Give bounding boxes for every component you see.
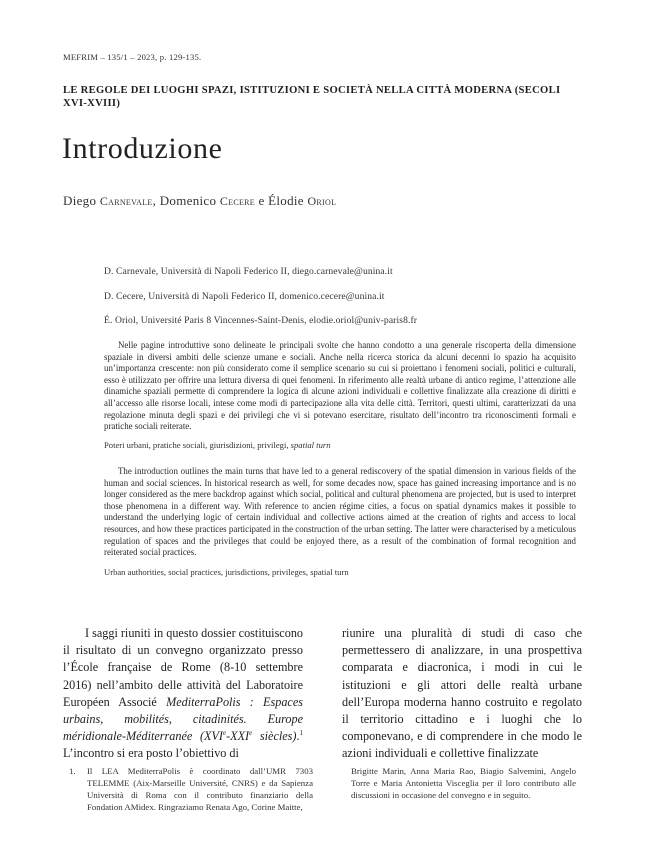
body-italic: MediterraPolis : Espaces urbains, mobilités, citadinités. Europe méridionale-Méditerranée (XVI (63, 694, 303, 744)
author-3-last: Oriol (307, 194, 337, 208)
abstract-italian-text: Nelle pagine introduttive sono delineate le principali svolte che hanno condotto a una generale riscoperta della dimensione spaziale in diversi ambiti delle scienze umane e sociali. Anche nella ricerca storica da alcuni decenni lo spazio ha acquisito un’importanza crescente: non più considerato come il semplice scenario su cui si proiettano i fenomeni sociali, politici e culturali, esso è utilizzato per offrire una lettura diversa di quei fenomeni. In riferimento alle realtà urbane di antico regime, l’attenzione alle dinamiche spaziali permette di comprendere la logica di alcune azioni individuali e collettive finalizzate alla creazione di diritti e all’accesso alle risorse locali, intese come modi di partecipazione alla vita delle città. Territori, questi ultimi, caratterizzati da una regolazione minuta degli spazi e dei privilegi che vi si potevano esercitare, risultato dell’incontro tra riconoscimenti formali e pratiche sociali reiterate. (104, 340, 576, 432)
body-text: . (296, 729, 300, 744)
footnote-text: Il LEA MediterraPolis è coordinato dall’UMR 7303 TELEMME (Aix-Marseille Université, CNRS) e da Sapienza Università di Roma con il contributo finanziario della Fondation AMidex. Ringraziamo Renata Ago, Corine Maitte, (87, 766, 313, 812)
affiliation-2: D. Cecere, Università di Napoli Federico II, domenico.cecere@unina.it (104, 291, 385, 302)
body-text: L’incontro si era posto l’obiettivo di (63, 746, 239, 761)
abstract-english (104, 466, 576, 559)
footnote-number: 1. (69, 766, 76, 776)
body-italic: -XXI (226, 729, 250, 744)
body-italic: siècles) (252, 729, 297, 744)
author-separator: e (254, 193, 269, 208)
running-header: MEFRIM – 135/1 – 2023, p. 129-135. (63, 52, 202, 62)
body-text: I saggi riuniti in questo dossier costituiscono il risultato di un convegno organizzato presso l’École française de Rome (8-10 settembre 2016) nell’ambito delle attività del Laboratoire Européen Associé (63, 626, 304, 709)
body-column-left (63, 625, 303, 763)
abstract-italian (104, 340, 576, 433)
article-title: Introduzione (62, 132, 223, 165)
keywords-english: Urban authorities, social practices, jurisdictions, privileges, spatial turn (104, 567, 349, 577)
author-separator: , (152, 193, 160, 208)
keywords-italian-italic: spatial turn (290, 440, 331, 450)
author-3-first: Élodie (268, 193, 308, 208)
body-column-right: riunire una pluralità di studi di caso che permettessero di analizzare, in una prospettiva comparata e diacronica, i modi in cui le istituzioni e gli attori delle realtà urbane dell’Europa moderna hanno costruito e regolato il territorio cittadino e i luoghi che lo componevano, e di comprendere in che modo le azioni individuali e collettive finalizzate (342, 626, 582, 761)
author-2-last: Cecere (219, 194, 255, 208)
keywords-italian (104, 440, 331, 450)
superscript: e (222, 729, 227, 738)
affiliation-3: É. Oriol, Université Paris 8 Vincennes-Saint-Denis, elodie.oriol@univ-paris8.fr (104, 315, 418, 326)
keywords-italian-text: Poteri urbani, pratiche sociali, giurisdizioni, privilegi, (104, 440, 291, 450)
author-1-last: Carnevale (99, 194, 153, 208)
authors-line (63, 193, 336, 209)
author-1-first: Diego (63, 193, 100, 208)
superscript: e (249, 729, 253, 738)
author-2-first: Domenico (159, 193, 220, 208)
section-title: LE REGOLE DEI LUOGHI SPAZI, ISTITUZIONI E SOCIETÀ NELLA CITTÀ MODERNA (SECOLI XVI-XVIII) (63, 85, 561, 109)
affiliation-1: D. Carnevale, Università di Napoli Federico II, diego.carnevale@unina.it (104, 266, 393, 277)
abstract-english-text: The introduction outlines the main turns that have led to a general rediscovery of the spatial dimension in various fields of the human and social sciences. In historical research as well, for some decades now, space has gained increasing importance and is no longer considered as the mere backdrop against which social, political and cultural phenomena are projected, but is used to interpret those phenomena in a different way. With reference to ancien régime cities, a focus on spatial dynamics makes it possible to understand the underlying logic of certain individual and collective actions aimed at the creation of rights and access to local resources, and how these practices participated in the construction of the urban setting. The latter were characterised by a meticulous regulation of spaces and the privileges that could be enjoyed there, as a result of the combination of formal recognition and reiterated social practices. (104, 466, 576, 558)
footnote-left (63, 765, 313, 813)
footnote-right: Brigitte Marin, Anna Maria Rao, Biagio Salvemini, Angelo Torre e Maria Antonietta Visceglia per il loro contributo alle discussioni in occasione del convegno e in seguito. (351, 766, 576, 800)
footnote-reference[interactable]: 1 (299, 729, 303, 738)
